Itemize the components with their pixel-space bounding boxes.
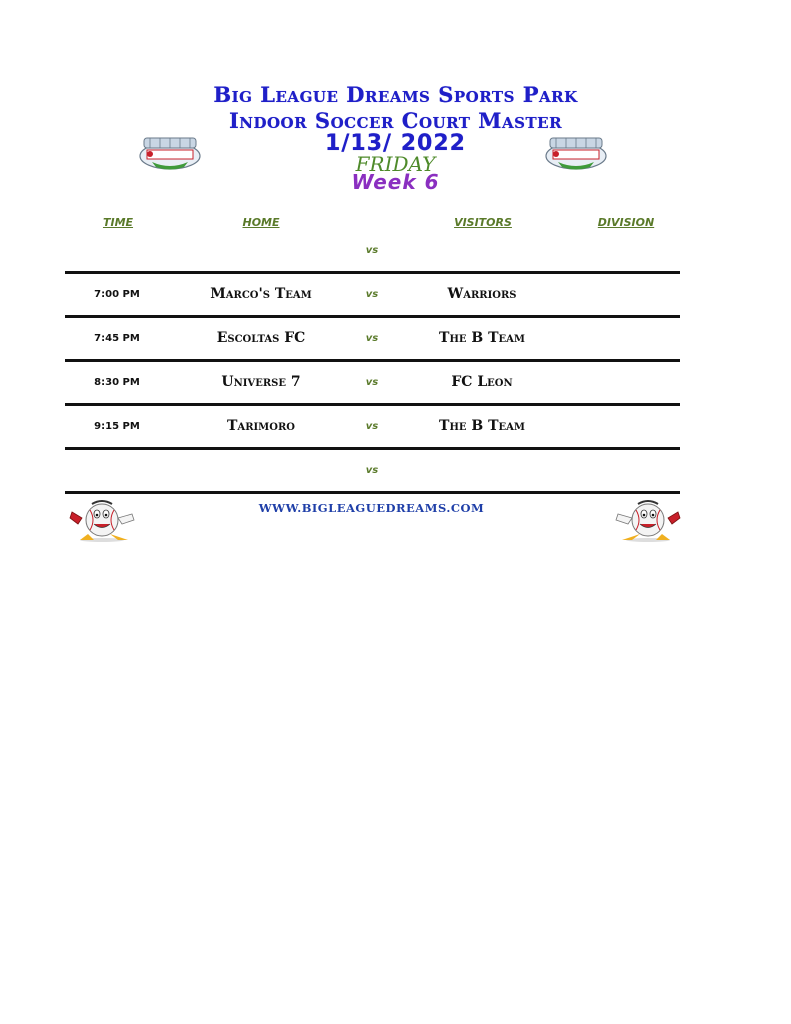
home-team: Tarimoro — [227, 418, 295, 434]
baseball-mascot-icon — [66, 494, 138, 542]
website-link[interactable]: WWW.BIGLEAGUEDREAMS.COM — [258, 501, 485, 515]
schedule-week: Week 6 — [351, 170, 440, 194]
visitors-team: The B Team — [439, 330, 525, 346]
game-time: 9:15 PM — [94, 421, 140, 432]
vs-label: vs — [365, 465, 379, 476]
home-team: Universe 7 — [221, 374, 301, 390]
visitors-team: FC Leon — [451, 374, 513, 390]
column-header-time: TIME — [102, 216, 134, 229]
game-time: 8:30 PM — [94, 377, 140, 388]
schedule-day: FRIDAY — [355, 152, 436, 176]
baseball-mascot-icon — [612, 494, 684, 542]
visitors-team: Warriors — [447, 286, 517, 302]
vs-label: vs — [365, 245, 379, 256]
vs-label: vs — [365, 421, 379, 432]
park-title: Big League Dreams Sports Park — [213, 82, 578, 107]
vs-label: vs — [365, 333, 379, 344]
column-header-division: DIVISION — [597, 216, 655, 229]
column-header-visitors: VISITORS — [454, 216, 512, 229]
schedule-date: 1/13/ 2022 — [325, 131, 466, 156]
row-divider — [65, 447, 680, 450]
row-divider — [65, 315, 680, 318]
home-team: Marco's Team — [210, 286, 312, 302]
home-team: Escoltas FC — [216, 330, 306, 346]
column-header-home: HOME — [242, 216, 280, 229]
row-divider — [65, 403, 680, 406]
row-divider — [65, 271, 680, 274]
vs-label: vs — [365, 289, 379, 300]
stadium-logo-icon — [544, 134, 608, 172]
court-title: Indoor Soccer Court Master — [228, 108, 563, 133]
visitors-team: The B Team — [439, 418, 525, 434]
row-divider — [65, 359, 680, 362]
game-time: 7:00 PM — [94, 289, 140, 300]
stadium-logo-icon — [138, 134, 202, 172]
row-divider — [65, 491, 680, 494]
vs-label: vs — [365, 377, 379, 388]
game-time: 7:45 PM — [94, 333, 140, 344]
